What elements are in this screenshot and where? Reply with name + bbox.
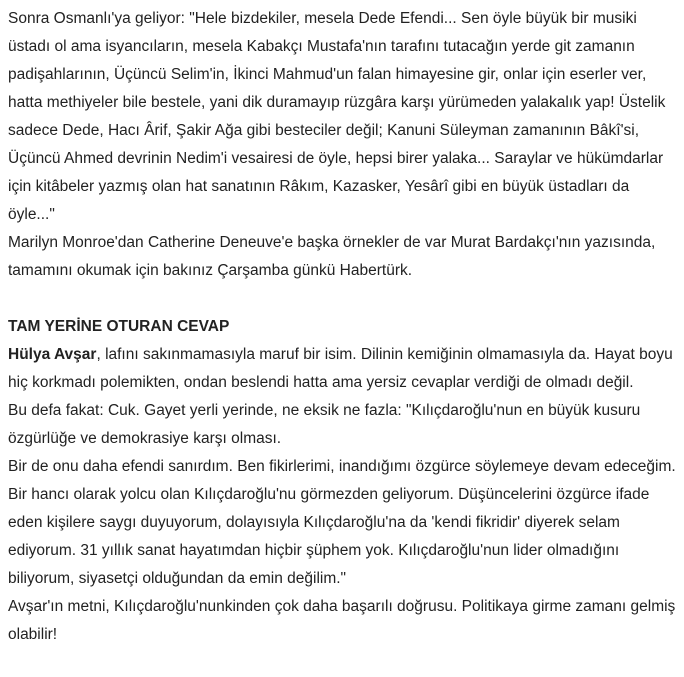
section-heading: TAM YERİNE OTURAN CEVAP [8,318,230,335]
intro-text: , lafını sakınmamasıyla maruf bir isim. Dilinin kemiğinin olmamasıyla da. Hayat boyu hiç korkmadı polemikten, ondan beslendi hatta ama yersiz cevaplar verdiği de olmadı değil. [8,346,673,391]
paragraph-response-quote: Bir de onu daha efendi sanırdım. Ben fikirlerimi, inandığımı özgürce söylemeye devam edeceğim. Bir hancı olarak yolcu olan Kılıçdaroğlu'nu görmezden geliyorum. Düşüncelerini özgürce ifade eden kişilere saygı duyuyorum, dolayısıyla Kılıçdaroğlu'na da 'kendi fikridir' diyerek selam ediyorum. 31 yıllık sanat hayatımdan hiçbir şüphem yok. Kılıçdaroğlu'nun lider olmadığını biliyorum, siyasetçi olduğundan da emin değilim." [8,458,676,587]
paragraph-conclusion: Avşar'ın metni, Kılıçdaroğlu'nunkinden çok daha başarılı doğrusu. Politikaya girme zamanı gelmiş olabilir! [8,598,676,643]
paragraph-more-examples: Marilyn Monroe'dan Catherine Deneuve'e başka örnekler de var Murat Bardakçı'nın yazısında, tamamını okumak için bakınız Çarşamba günkü Habertürk. [8,234,656,279]
paragraph-spacer [8,285,676,313]
paragraph-response-start: Bu defa fakat: Cuk. Gayet yerli yerinde, ne eksik ne fazla: "Kılıçdaroğlu'nun en büyük kusuru özgürlüğe ve demokrasiye karşı olması. [8,402,641,447]
person-name: Hülya Avşar [8,346,97,363]
paragraph-intro [8,341,676,397]
paragraph-osmanli-quote: Sonra Osmanlı'ya geliyor: "Hele bizdekiler, mesela Dede Efendi... Sen öyle büyük bir musiki üstadı ol ama isyancıların, mesela Kabakçı Mustafa'nın tarafını tutacağın yerde git zamanın padişahlarının, Üçüncü Selim'in, İkinci Mahmud'un falan himayesine gir, onlar için eserler ver, hatta methiyeler bile bestele, yani dik duramayıp rüzgâra karşı yürümeden yalakalık yap! Üstelik sadece Dede, Hacı Ârif, Şakir Ağa gibi besteciler değil; Kanuni Süleyman zamanının Bâkî'si, Üçüncü Ahmed devrinin Nedim'i vesairesi de öyle, hepsi birer yalaka... Saraylar ve hükümdarlar için kitâbeler yazmış olan hat sanatının Râkım, Kazasker, Yesârî gibi en büyük üstadları da öyle..." [8,10,666,223]
